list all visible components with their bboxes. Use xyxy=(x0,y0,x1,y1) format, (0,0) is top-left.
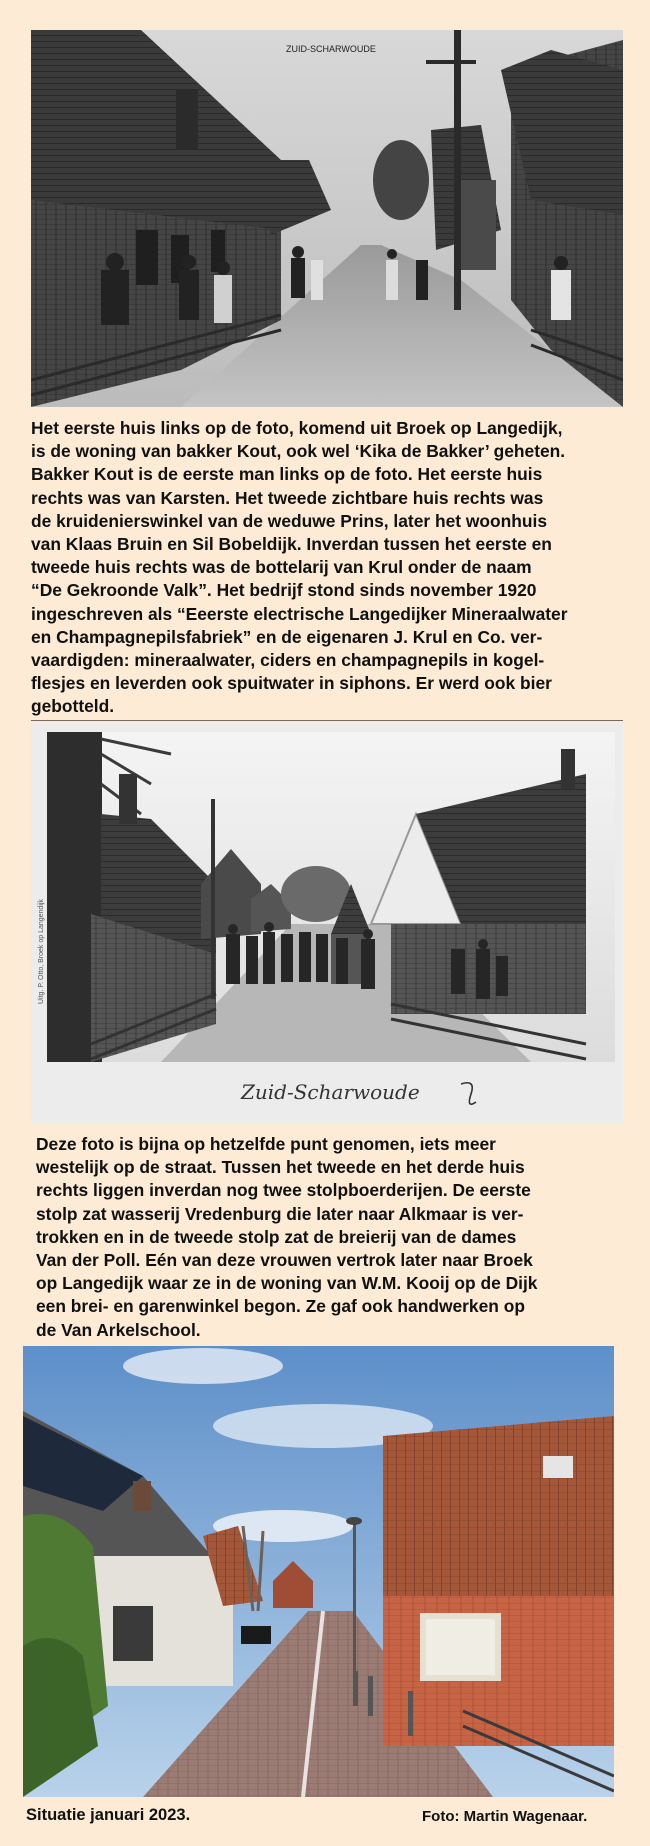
paragraph-1-line: ingeschreven als “Eeerste electrische Langedijker Mineraalwater xyxy=(31,603,568,624)
paragraph-1-line: en Champagnepilsfabriek” en de eigenaren J. Krul en Co. ver- xyxy=(31,626,543,647)
paragraph-2-line: Deze foto is bijna op hetzelfde punt genomen, iets meer xyxy=(36,1134,496,1154)
historic-photo-2 xyxy=(31,724,623,1124)
paragraph-1-line: gebotteld. xyxy=(31,696,115,717)
paragraph-1-line: flesjes en leverden ook spuitwater in siphons. Er werd ook bier xyxy=(31,673,552,694)
paragraph-2-line: Van der Poll. Eén van deze vrouwen vertrok later naar Broek xyxy=(36,1250,533,1271)
paragraph-1-line: tweede huis rechts was de bottelarij van Krul onder de naam xyxy=(31,557,532,578)
paragraph-2-line: trokken en in de tweede stolp zat de breierij van de dames xyxy=(36,1226,517,1247)
photo-1-label: ZUID-SCHARWOUDE xyxy=(286,44,376,54)
paragraph-1-line: vaardigden: mineraalwater, ciders en champagnepils in kogel- xyxy=(31,650,545,671)
paragraph-2-line: westelijk op de straat. Tussen het tweede en het derde huis xyxy=(36,1157,525,1178)
paragraph-1-line: “De Gekroonde Valk”. Het bedrijf stond sinds november 1920 xyxy=(31,580,537,601)
photo-2-handwritten-caption: Zuid-Scharwoude xyxy=(241,1080,420,1104)
situation-caption: Situatie januari 2023. xyxy=(26,1806,191,1824)
photo-credit: Foto: Martin Wagenaar. xyxy=(422,1808,588,1825)
paragraph-1-line: rechts was van Karsten. Het tweede zichtbare huis rechts was xyxy=(31,487,544,508)
paragraph-2-line: stolp zat wasserij Vredenburg die later naar Alkmaar is ver- xyxy=(36,1203,524,1224)
paragraph-2-line: rechts liggen inverdan nog twee stolpboerderijen. De eerste xyxy=(36,1180,531,1201)
divider xyxy=(31,720,623,721)
photo-2-side-text: Uitg. P. Otto, Broek op Langendijk xyxy=(38,899,45,1004)
paragraph-2-line: een brei- en garenwinkel begon. Ze gaf ook handwerken op xyxy=(36,1296,525,1317)
paragraph-1-line: van Klaas Bruin en Sil Bobeldijk. Inverdan tussen het eerste en xyxy=(31,534,552,555)
paragraph-1-line: Het eerste huis links op de foto, komend uit Broek op Langedijk, xyxy=(31,418,563,438)
paragraph-2 xyxy=(36,1133,626,1342)
paragraph-1-line: Bakker Kout is de eerste man links op de foto. Het eerste huis xyxy=(31,464,543,485)
paragraph-2-line: de Van Arkelschool. xyxy=(36,1319,201,1340)
paragraph-1 xyxy=(31,417,631,719)
historic-photo-1 xyxy=(31,30,623,407)
modern-photo xyxy=(23,1346,614,1797)
paragraph-1-line: is de woning van bakker Kout, ook wel ‘Kika de Bakker’ geheten. xyxy=(31,441,566,462)
paragraph-2-line: op Langedijk waar ze in de woning van W.M. Kooij op de Dijk xyxy=(36,1273,538,1294)
paragraph-1-line: de kruidenierswinkel van de weduwe Prins, later het woonhuis xyxy=(31,510,548,531)
